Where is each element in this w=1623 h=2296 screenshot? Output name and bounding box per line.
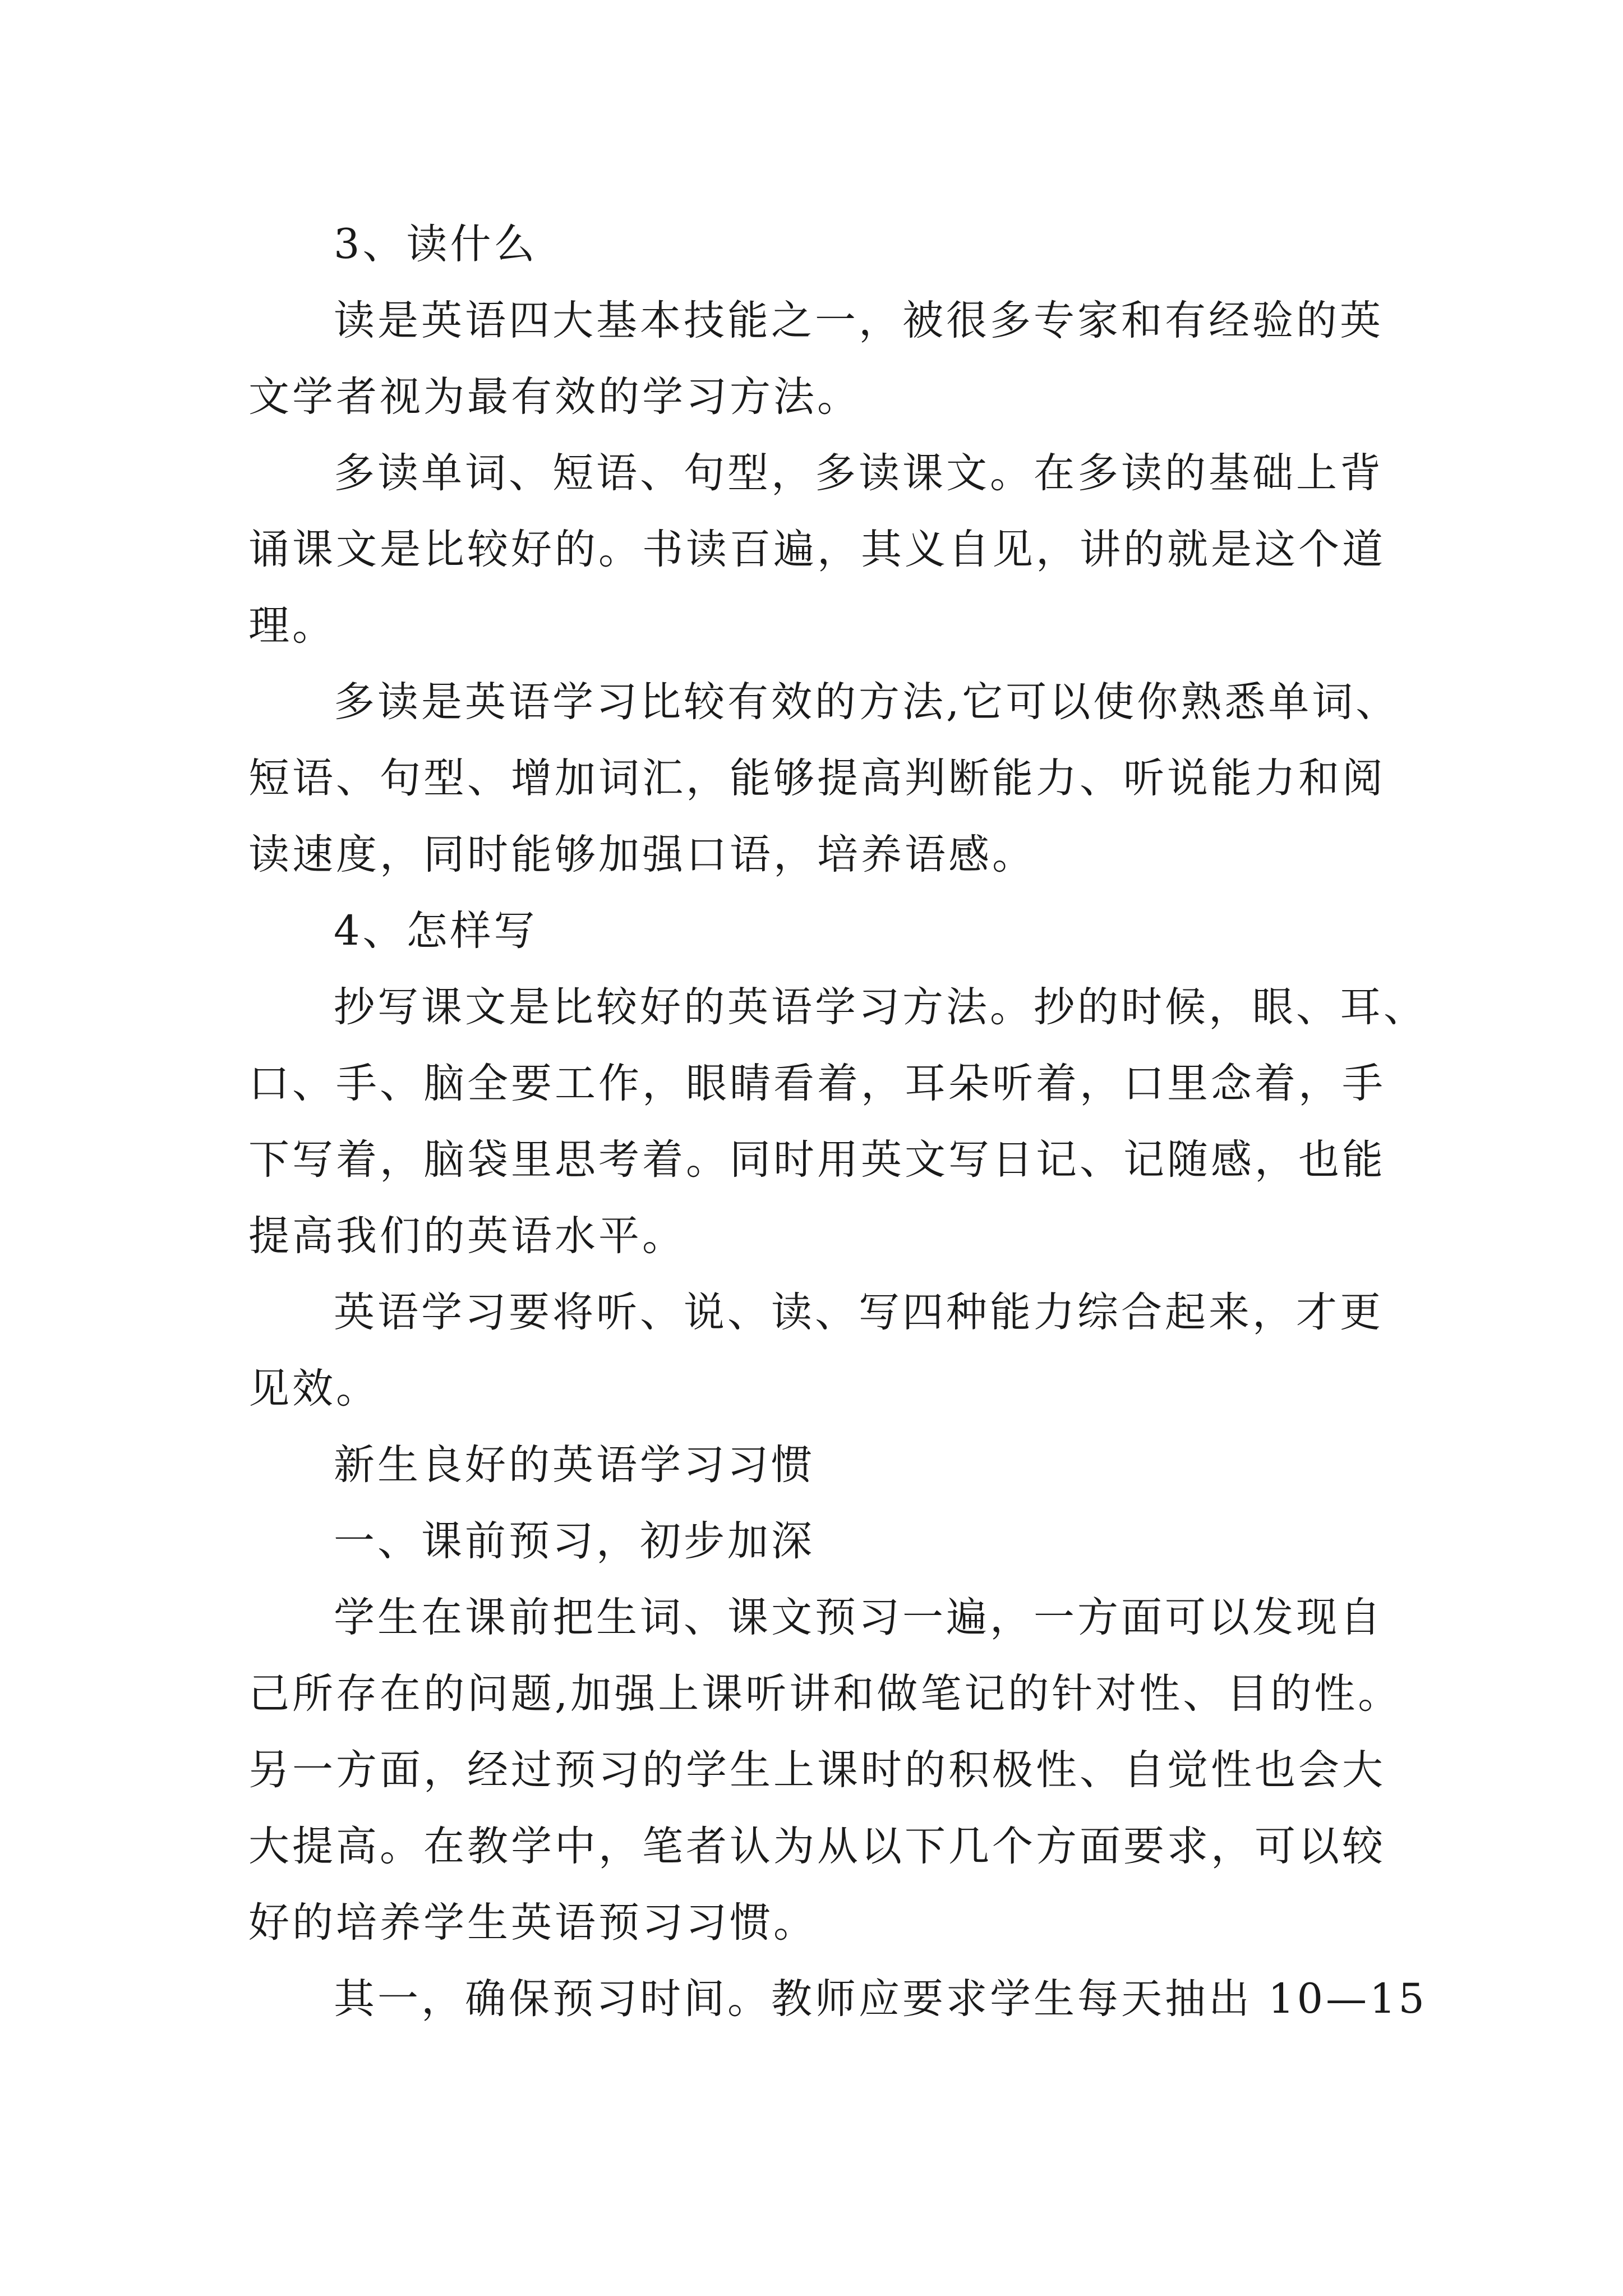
text-line: 4、怎样写 <box>334 907 538 955</box>
text-line: 提高我们的英语水平。 <box>248 1212 686 1260</box>
text-line: 一、课前预习，初步加深 <box>334 1517 815 1565</box>
text-line: 诵课文是比较好的。书读百遍，其义自见，讲的就是这个道 <box>248 526 1386 573</box>
text-line: 文学者视为最有效的学习方法。 <box>248 373 861 421</box>
text-line: 英语学习要将听、说、读、写四种能力综合起来，才更 <box>334 1289 1384 1336</box>
text-line: 新生良好的英语学习习惯 <box>334 1441 815 1489</box>
text-line: 见效。 <box>248 1365 380 1412</box>
text-line: 读速度，同时能够加强口语，培养语感。 <box>248 831 1036 878</box>
text-line: 另一方面，经过预习的学生上课时的积极性、自觉性也会大 <box>248 1746 1386 1794</box>
text-line: 好的培养学生英语预习习惯。 <box>248 1899 817 1947</box>
text-line: 口、手、脑全要工作，眼睛看着，耳朵听着，口里念着，手 <box>248 1060 1386 1107</box>
text-line: 学生在课前把生词、课文预习一遍，一方面可以发现自 <box>334 1594 1384 1641</box>
document-body <box>248 206 1427 2037</box>
text-line: 理。 <box>248 602 336 650</box>
text-line: 读是英语四大基本技能之一，被很多专家和有经验的英 <box>334 297 1384 344</box>
text-line: 下写着，脑袋里思考着。同时用英文写日记、记随感，也能 <box>248 1136 1386 1184</box>
text-line: 多读单词、短语、句型，多读课文。在多读的基础上背 <box>334 449 1384 497</box>
text-line: 3、读什么 <box>334 220 538 268</box>
text-line: 己所存在的问题,加强上课听讲和做笔记的针对性、目的性。 <box>248 1670 1402 1718</box>
text-line: 大提高。在教学中，笔者认为从以下几个方面要求，可以较 <box>248 1823 1386 1870</box>
text-line: 其一，确保预习时间。教师应要求学生每天抽出 10—15 <box>334 1975 1427 2023</box>
text-line: 多读是英语学习比较有效的方法,它可以使你熟悉单词、 <box>334 678 1400 726</box>
text-line: 短语、句型、增加词汇，能够提高判断能力、听说能力和阅 <box>248 754 1386 802</box>
text-line: 抄写课文是比较好的英语学习方法。抄的时候，眼、耳、 <box>334 983 1427 1031</box>
